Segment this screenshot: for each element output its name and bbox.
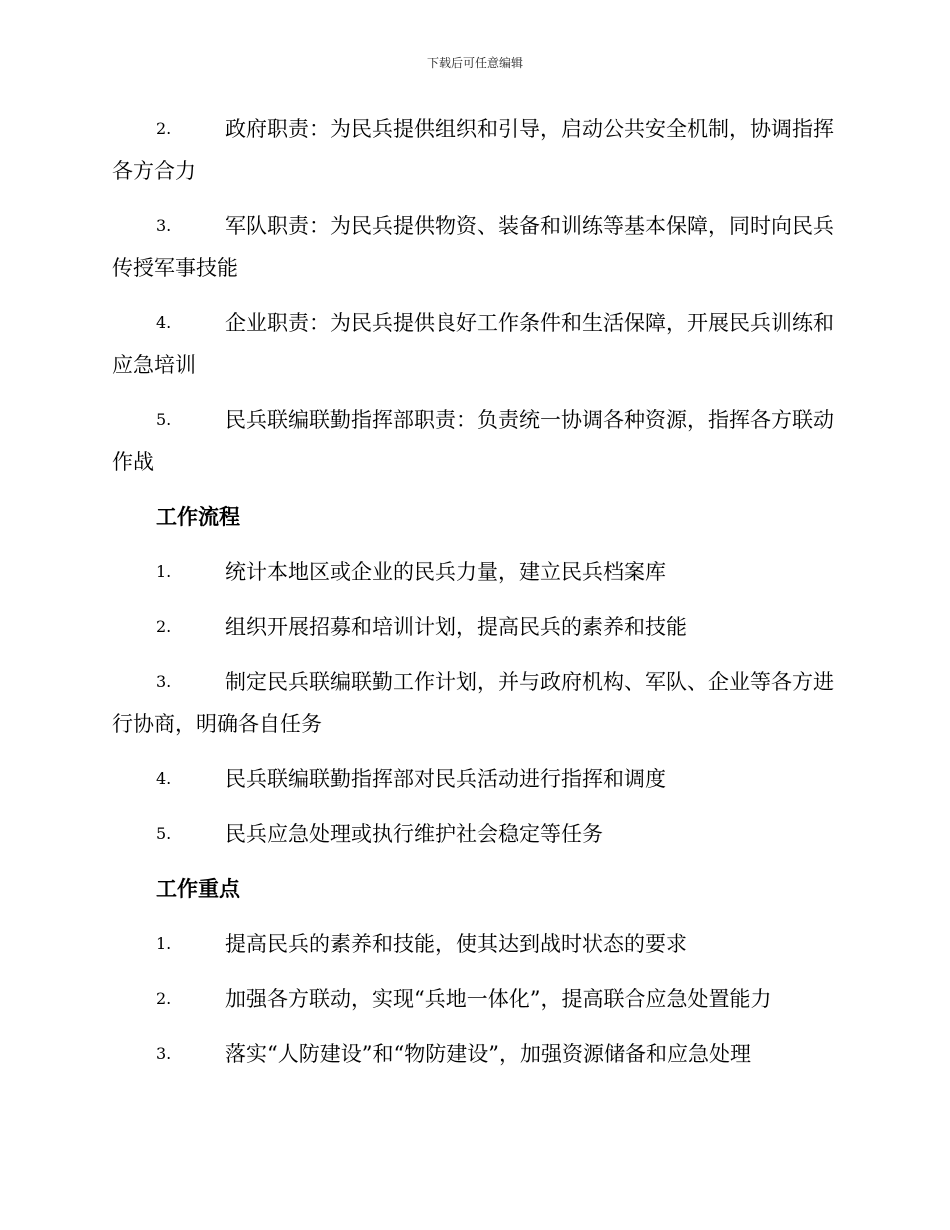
list-item xyxy=(112,302,842,386)
item-text: 落实“人防建设”和“物防建设”，加强资源储备和应急处理 xyxy=(225,1042,751,1066)
list-item xyxy=(112,205,842,289)
item-text: 民兵联编联勤指挥部职责：负责统一协调各种资源，指挥各方联动作战 xyxy=(112,408,834,474)
item-number: 1. xyxy=(156,562,172,581)
item-number: 2. xyxy=(156,119,172,138)
list-item xyxy=(112,108,842,192)
item-number: 2. xyxy=(156,989,172,1008)
item-number: 5. xyxy=(156,410,172,429)
item-number: 5. xyxy=(156,824,172,843)
list-item xyxy=(112,399,842,483)
item-text: 提高民兵的素养和技能，使其达到战时状态的要求 xyxy=(225,932,687,956)
list-item xyxy=(112,606,842,648)
item-number: 3. xyxy=(156,1044,172,1063)
section-heading: 工作重点 xyxy=(156,876,240,901)
list-item xyxy=(112,978,842,1020)
item-number: 3. xyxy=(156,216,172,235)
list-item xyxy=(112,551,842,593)
item-number: 3. xyxy=(156,672,172,691)
item-text: 企业职责：为民兵提供良好工作条件和生活保障，开展民兵训练和应急培训 xyxy=(112,311,834,377)
list-item xyxy=(112,923,842,965)
item-text: 政府职责：为民兵提供组织和引导，启动公共安全机制，协调指挥各方合力 xyxy=(112,117,834,183)
document-body xyxy=(112,108,842,1088)
item-text: 加强各方联动，实现“兵地一体化”，提高联合应急处置能力 xyxy=(225,987,772,1011)
responsibilities-section xyxy=(112,108,842,483)
item-text: 制定民兵联编联勤工作计划，并与政府机构、军队、企业等各方进行协商，明确各自任务 xyxy=(112,670,834,736)
item-text: 民兵联编联勤指挥部对民兵活动进行指挥和调度 xyxy=(225,767,666,791)
item-number: 1. xyxy=(156,934,172,953)
item-number: 4. xyxy=(156,313,172,332)
key-points-section xyxy=(112,868,842,1075)
list-item xyxy=(112,758,842,800)
item-text: 统计本地区或企业的民兵力量，建立民兵档案库 xyxy=(225,560,666,584)
page-header: 下载后可任意编辑 xyxy=(426,56,523,70)
workflow-section xyxy=(112,496,842,855)
list-item xyxy=(112,813,842,855)
item-number: 2. xyxy=(156,617,172,636)
item-text: 军队职责：为民兵提供物资、装备和训练等基本保障，同时向民兵传授军事技能 xyxy=(112,214,834,280)
section-heading: 工作流程 xyxy=(156,504,240,529)
list-item xyxy=(112,661,842,745)
item-number: 4. xyxy=(156,769,172,788)
item-text: 民兵应急处理或执行维护社会稳定等任务 xyxy=(225,822,603,846)
item-text: 组织开展招募和培训计划，提高民兵的素养和技能 xyxy=(225,615,687,639)
list-item xyxy=(112,1033,842,1075)
